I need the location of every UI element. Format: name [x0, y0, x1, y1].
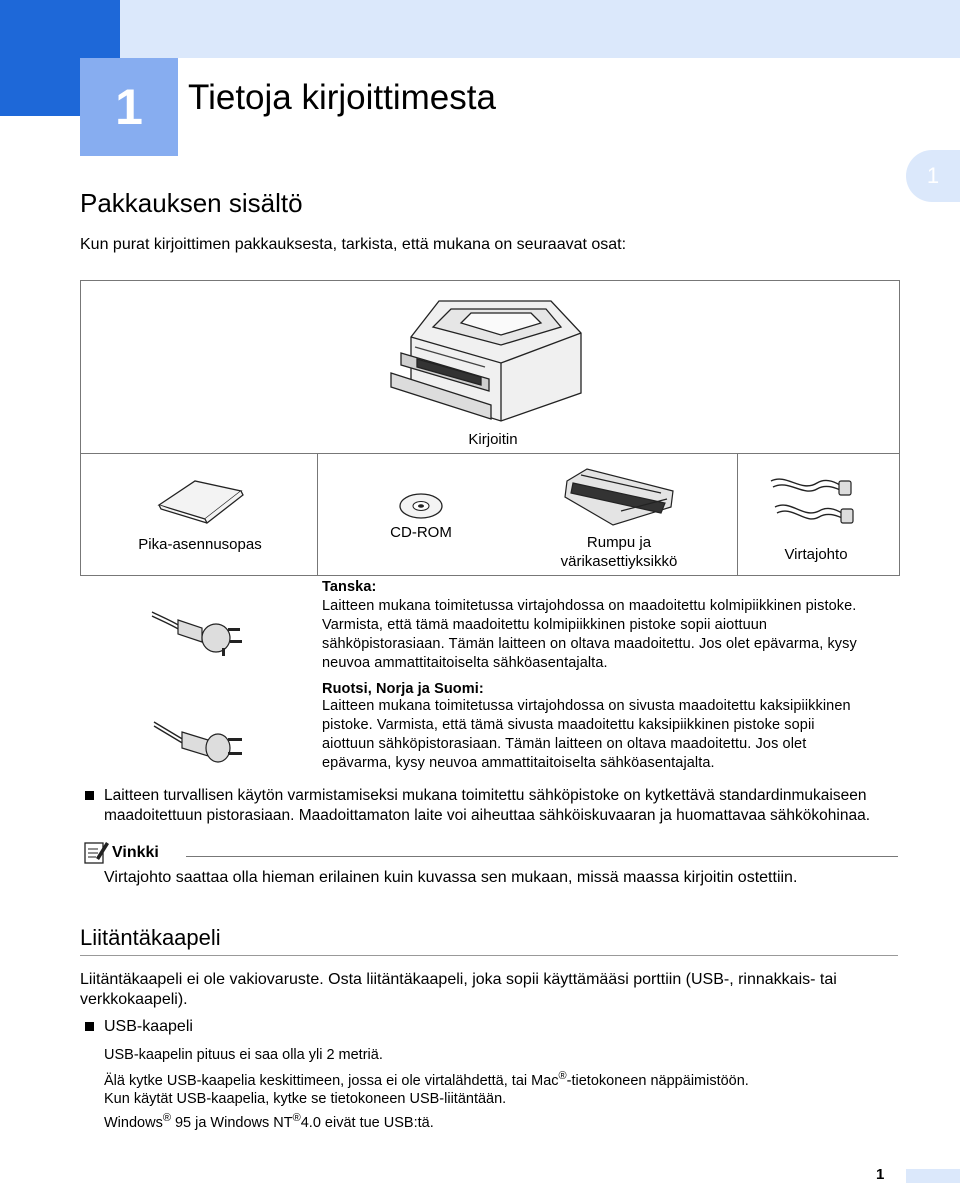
figure-divider [81, 453, 899, 454]
power-cord-illustration [767, 471, 857, 537]
registered-mark: ® [162, 1112, 171, 1125]
usb-line-3: Kun käytät USB-kaapelia, kytke se tietokoneen USB-liitäntään. [104, 1091, 507, 1107]
note-rule [186, 856, 898, 857]
quick-guide-illustration [155, 477, 245, 527]
usb-line-4a: Windows [104, 1115, 163, 1131]
printer-label: Kirjoitin [468, 431, 518, 448]
safety-bullet-line1: Laitteen turvallisen käytön varmistamiseksi mukana toimitettu sähköpistoke on kytkettävä standardinmukaiseen [104, 787, 867, 804]
page-number: 1 [876, 1166, 885, 1183]
usb-cable-bullet: USB-kaapeli [104, 1018, 193, 1035]
drum-label-line2: värikasettiyksikkö [560, 553, 678, 570]
cable-intro-line1: Liitäntäkaapeli ei ole vakiovaruste. Osta liitäntäkaapeli, joka sopii käyttämääsi porttiin (USB-, rinnakkais- tai [80, 971, 837, 988]
figure-divider [317, 453, 318, 575]
registered-mark: ® [558, 1070, 567, 1083]
usb-line-2 [104, 1072, 749, 1090]
note-pencil-icon [82, 838, 110, 866]
warning-heading-denmark: Tanska: [322, 579, 377, 595]
cdrom-label: CD-ROM [390, 524, 452, 541]
usb-line-1: USB-kaapelin pituus ei saa olla yli 2 metriä. [104, 1047, 383, 1063]
printer-illustration [351, 293, 591, 423]
usb-line-4 [104, 1114, 434, 1132]
quick-guide-label: Pika-asennusopas [138, 536, 262, 553]
section-title-cable: Liitäntäkaapeli [80, 925, 221, 950]
section-intro: Kun purat kirjoittimen pakkauksesta, tarkista, että mukana on seuraavat osat: [80, 236, 627, 253]
header-band-light [120, 0, 960, 58]
usb-line-2b: -tietokoneen näppäimistöön. [566, 1073, 749, 1089]
power-cord-label: Virtajohto [784, 546, 848, 563]
page-number-bar [906, 1169, 960, 1183]
usb-line-4c: 4.0 eivät tue USB:tä. [300, 1115, 434, 1131]
warning-text-denmark-2: Varmista, että tämä maadoitettu kolmipiikkinen pistoke sopii aiottuun [322, 617, 768, 633]
cdrom-illustration [397, 491, 445, 521]
side-grounded-plug-icon [152, 712, 252, 764]
cable-intro-line2: verkkokaapeli). [80, 991, 188, 1008]
warning-text-nordic-4: epävarma, kysy neuvoa ammattitaitoiselta sähköasentajalta. [322, 755, 715, 771]
usb-line-2a: Älä kytke USB-kaapelia keskittimeen, jossa ei ole virtalähdettä, tai Mac [104, 1073, 559, 1089]
three-pin-plug-icon [150, 604, 250, 656]
warning-text-nordic-1: Laitteen mukana toimitetussa virtajohdossa on sivusta maadoitettu kaksipiikkinen [322, 698, 851, 714]
safety-bullet-line2: maadoitettuun pistorasiaan. Maadoittamaton laite voi aiheuttaa sähköiskuvaaran ja huomattavaa sähkökohinaa. [104, 807, 871, 824]
chapter-number: 1 [115, 79, 143, 135]
warning-text-denmark-1: Laitteen mukana toimitetussa virtajohdossa on maadoitettu kolmipiikkinen pistoke. [322, 598, 857, 614]
package-contents-figure [80, 280, 900, 576]
drum-unit-illustration [561, 467, 681, 529]
warning-text-denmark-3: sähköpistorasiaan. Tämän laitteen on oltava maadoitettu. Jos olet epävarma, kysy [322, 636, 857, 652]
section-rule [80, 955, 898, 956]
warning-text-denmark-4: neuvoa ammattitaitoiselta sähköasentajalta. [322, 655, 608, 671]
bullet-marker [85, 1022, 94, 1031]
warning-text-nordic-2: pistoke. Varmista, että tämä sivusta maadoitettu kaksipiikkinen pistoke sopii [322, 717, 815, 733]
chapter-title: Tietoja kirjoittimesta [188, 78, 496, 117]
warning-heading-nordic: Ruotsi, Norja ja Suomi: [322, 681, 484, 697]
section-title-contents: Pakkauksen sisältö [80, 188, 303, 218]
usb-line-4b: 95 ja Windows NT [170, 1115, 293, 1131]
figure-divider [737, 453, 738, 575]
side-tab-number: 1 [926, 163, 940, 188]
warning-text-nordic-3: aiottuun sähköpistorasiaan. Tämän laitteen on oltava maadoitettu. Jos olet [322, 736, 807, 752]
note-title: Vinkki [112, 844, 159, 861]
registered-mark: ® [292, 1112, 301, 1125]
bullet-marker [85, 791, 94, 800]
note-text: Virtajohto saattaa olla hieman erilainen kuin kuvassa sen mukaan, missä maassa kirjoitin ostettiin. [104, 869, 798, 886]
drum-label-line1: Rumpu ja [586, 534, 652, 551]
